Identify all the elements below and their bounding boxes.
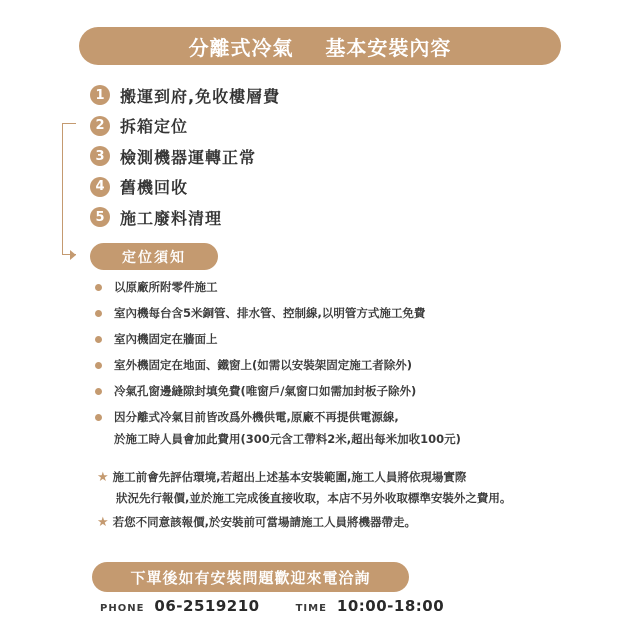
- step-number-badge: 4: [90, 177, 110, 197]
- step-item: [90, 202, 280, 232]
- step-label: 舊機回收: [120, 178, 189, 197]
- title-left: 分離式冷氣: [188, 35, 294, 60]
- bullet-dot-icon: [95, 362, 102, 369]
- contact-banner: 下單後如有安裝問題歡迎來電洽詢: [92, 562, 409, 592]
- note-line: [97, 467, 466, 488]
- bracket-connector: [62, 123, 76, 255]
- list-item-continuation: 於施工時人員會加此費用(300元含工帶料2米,超出每米加收100元): [114, 432, 461, 446]
- step-label: 檢測機器運轉正常: [120, 147, 257, 167]
- star-icon: ★: [97, 515, 109, 530]
- list-item: [95, 352, 615, 378]
- time-label: TIME: [295, 603, 327, 614]
- phone-label: PHONE: [100, 603, 145, 614]
- list-item-text: 冷氣孔窗邊縫隙封填免費(唯窗戶/氣窗口如需加封板子除外): [114, 384, 417, 398]
- list-item: [95, 404, 615, 430]
- list-item-text: 因分離式冷氣目前皆改爲外機供電,原廠不再提供電源線,: [114, 410, 399, 424]
- title-right: 基本安裝內容: [325, 35, 452, 60]
- step-item: [90, 141, 280, 171]
- bullet-dot-icon: [95, 336, 102, 343]
- bullet-dot-icon: [95, 414, 102, 421]
- note-line: [97, 512, 416, 533]
- bullet-dot-icon: [95, 284, 102, 291]
- title-banner: [79, 27, 561, 65]
- phone-number[interactable]: 06-2519210: [154, 597, 260, 615]
- list-item-text: 室內機每台含5米銅管、排水管、控制線,以明管方式施工免費: [114, 306, 426, 320]
- step-number-badge: 5: [90, 207, 110, 227]
- business-hours: 10:00-18:00: [336, 597, 445, 615]
- contact-info: [100, 597, 444, 615]
- step-number-badge: 3: [90, 146, 110, 166]
- notice-list: [95, 274, 615, 430]
- list-item: [95, 300, 615, 326]
- step-label: 拆箱定位: [120, 117, 189, 136]
- step-number-badge: 2: [90, 116, 110, 136]
- bullet-dot-icon: [95, 388, 102, 395]
- note-text: 施工前會先評估環境,若超出上述基本安裝範圍,施工人員將依現場實際: [112, 470, 467, 484]
- step-item: [90, 172, 280, 202]
- note-text: 若您不同意該報價,於安裝前可當場請施工人員將機器帶走。: [112, 515, 417, 529]
- note-line-continuation: 狀況先行報價,並於施工完成後直接收取，本店不另外收取標準安裝外之費用。: [116, 491, 512, 505]
- steps-list: [90, 80, 280, 233]
- step-number-badge: 1: [90, 85, 110, 105]
- list-item: [95, 326, 615, 352]
- list-item-text: 以原廠所附零件施工: [114, 280, 218, 294]
- list-item: [95, 378, 615, 404]
- star-icon: ★: [97, 470, 109, 485]
- bullet-dot-icon: [95, 310, 102, 317]
- step-item: [90, 111, 280, 141]
- list-item: [95, 274, 615, 300]
- step-label: 施工廢料清理: [120, 208, 223, 228]
- list-item-text: 室外機固定在地面、鐵窗上(如需以安裝架固定施工者除外): [114, 358, 413, 372]
- step-label: 搬運到府,免收樓層費: [120, 86, 281, 106]
- list-item-text: 室內機固定在牆面上: [114, 332, 218, 346]
- notice-heading: 定位須知: [90, 243, 218, 270]
- arrow-right-icon: [70, 250, 76, 260]
- step-item: [90, 80, 280, 110]
